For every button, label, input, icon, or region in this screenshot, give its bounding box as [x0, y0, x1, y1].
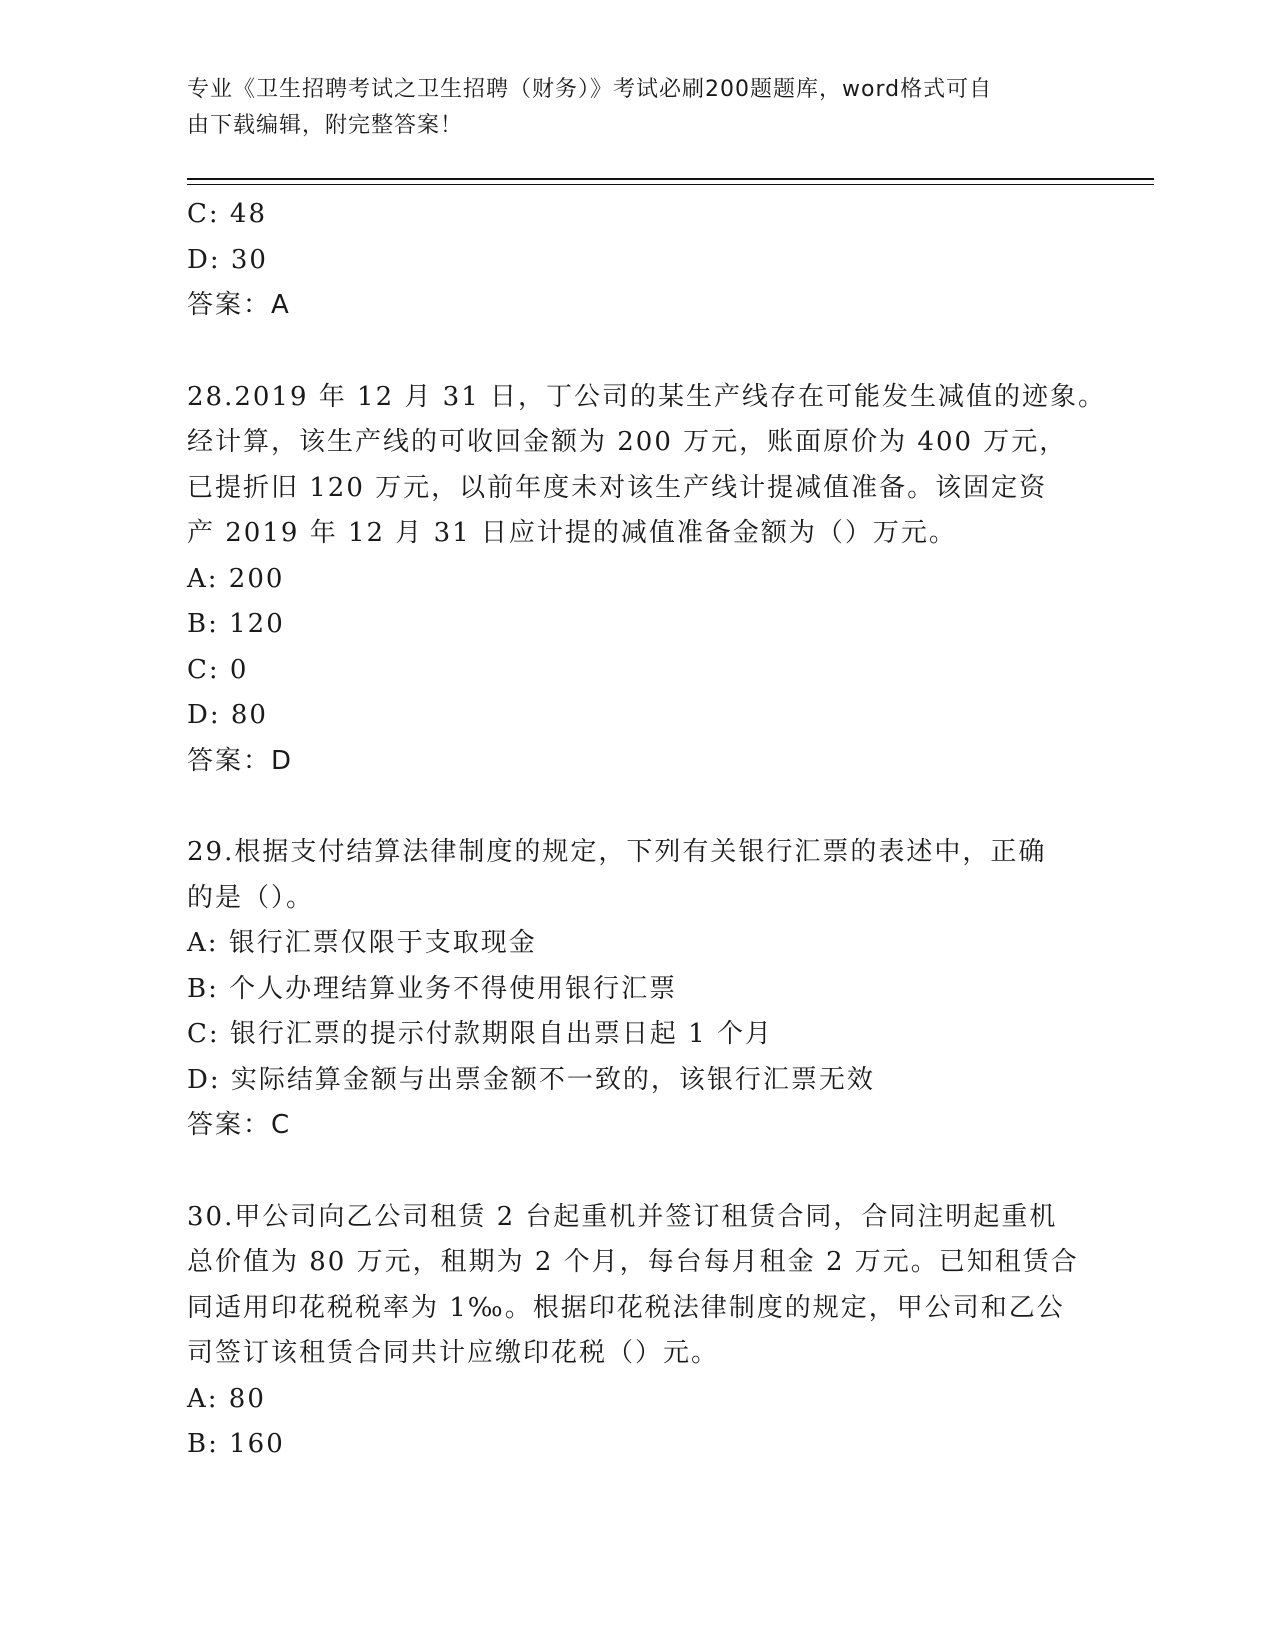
option-d: D: 80	[187, 700, 268, 730]
question-text-line: 30.甲公司向乙公司租赁 2 台起重机并签订租赁合同，合同注明起重机	[187, 1201, 1058, 1232]
option-b: B: 120	[187, 609, 285, 639]
question-content	[187, 192, 1107, 1468]
option-b: B: 个人办理结算业务不得使用银行汇票	[187, 973, 678, 1004]
spacer	[187, 784, 1087, 830]
question-text-line: 28.2019 年 12 月 31 日，丁公司的某生产线存在可能发生减值的迹象。	[187, 381, 1107, 412]
answer-line: 答案：D	[187, 745, 294, 776]
answer-line: 答案：C	[187, 1110, 292, 1140]
document-header	[187, 72, 1067, 144]
option-c: C: 0	[187, 654, 249, 685]
previous-question-tail	[187, 192, 1087, 329]
answer-line: 答案：A	[187, 290, 291, 320]
option-d: D: 实际结算金额与出票金额不一致的，该银行汇票无效	[187, 1064, 875, 1095]
header-line-1: 专业《卫生招聘考试之卫生招聘（财务）》考试必刷200题题库，word格式可自	[187, 77, 993, 102]
question-text-line: 经计算，该生产线的可收回金额为 200 万元，账面原价为 400 万元，	[187, 427, 1068, 457]
question-30	[187, 1195, 1087, 1468]
question-text-line: 总价值为 80 万元，租期为 2 个月，每台每月租金 2 万元。已知租赁合	[187, 1247, 1079, 1277]
header-rule-thin	[187, 184, 1154, 185]
question-text-line: 29.根据支付结算法律制度的规定，下列有关银行汇票的表述中，正确	[187, 837, 1047, 867]
question-28	[187, 375, 1107, 785]
question-text-line: 同适用印花税税率为 1‰。根据印花税法律制度的规定，甲公司和乙公	[187, 1292, 1065, 1323]
option-c: C: 48	[187, 199, 268, 229]
question-text-line: 司签订该租赁合同共计应缴印花税（）元。	[187, 1338, 720, 1368]
question-text-line: 已提折旧 120 万元，以前年度未对该生产线计提减值准备。该固定资	[187, 472, 1048, 503]
option-d: D: 30	[187, 244, 268, 275]
question-text-line: 的是（）。	[187, 882, 315, 913]
question-29	[187, 830, 1087, 1149]
option-a: A: 200	[187, 563, 285, 594]
header-line-2: 由下载编辑，附完整答案！	[187, 113, 464, 138]
option-b: B: 160	[187, 1429, 285, 1459]
option-a: A: 80	[187, 1383, 266, 1414]
option-a: A: 银行汇票仅限于支取现金	[187, 928, 537, 958]
option-c: C: 银行汇票的提示付款期限自出票日起 1 个月	[187, 1019, 773, 1049]
question-text-line: 产 2019 年 12 月 31 日应计提的减值准备金额为（）万元。	[187, 518, 957, 548]
header-rule-thick	[187, 178, 1154, 180]
spacer	[187, 329, 1087, 375]
spacer	[187, 1149, 1087, 1195]
